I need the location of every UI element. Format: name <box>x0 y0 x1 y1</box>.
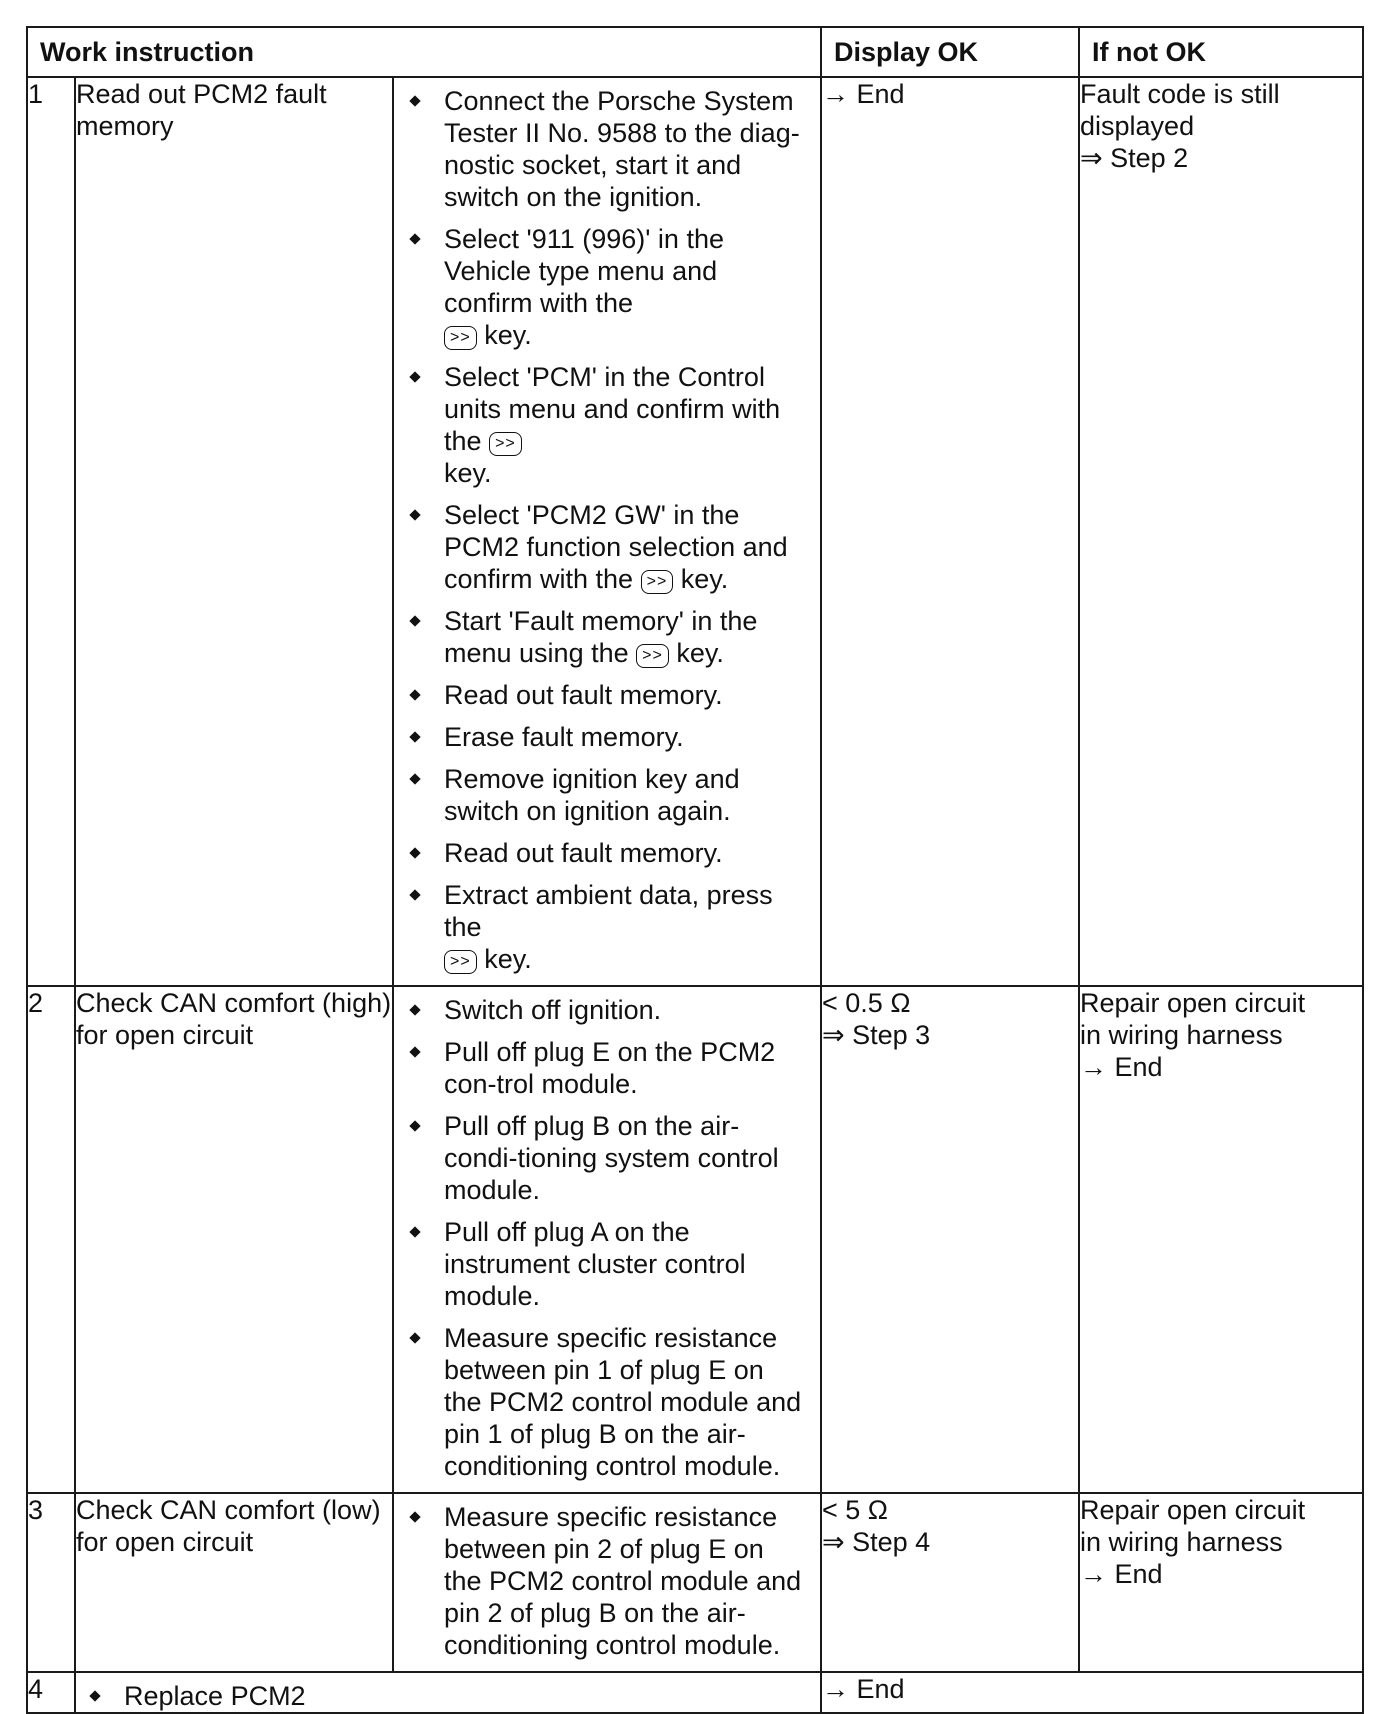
if-not-ok-text: Repair open circuit <box>1080 988 1306 1018</box>
if-not-ok-text: Repair open circuit <box>1080 1495 1306 1525</box>
step-title: Check CAN comfort (low) for open circuit <box>75 1493 393 1672</box>
if-not-ok-cell <box>1079 986 1363 1493</box>
bullet-icon <box>409 371 420 382</box>
header-if-not-ok: If not OK <box>1079 27 1363 77</box>
step-number: 3 <box>27 1493 75 1672</box>
key-button-icon: >> <box>444 950 477 974</box>
list-item: Pull off plug A on the instrument cluster control module. <box>408 1216 808 1312</box>
bullet-icon <box>409 1332 420 1343</box>
step-number: 4 <box>27 1672 75 1713</box>
bullet-icon <box>409 773 420 784</box>
key-button-icon: >> <box>636 644 669 668</box>
list-item: Switch off ignition. <box>408 994 808 1026</box>
bullet-icon <box>89 1690 100 1701</box>
bullet-icon <box>409 233 420 244</box>
key-button-icon: >> <box>641 570 674 594</box>
step-actions <box>393 986 821 1493</box>
bullet-icon <box>409 1511 420 1522</box>
key-button-icon: >> <box>444 326 477 350</box>
work-instruction-table <box>26 26 1364 1714</box>
bullet-icon <box>409 1120 420 1131</box>
header-row <box>27 27 1363 77</box>
display-ok-text: < 5 Ω <box>822 1495 888 1525</box>
list-item: Pull off plug B on the air-condi-tioning system control module. <box>408 1110 808 1206</box>
if-not-ok-text: → End <box>1080 1559 1163 1589</box>
list-item: Select 'PCM' in the Control units menu and confirm with the >> key. <box>408 361 808 489</box>
step-actions <box>393 1493 821 1672</box>
list-item: Read out fault memory. <box>408 679 808 711</box>
list-item: Read out fault memory. <box>408 837 808 869</box>
display-ok-cell <box>821 986 1079 1493</box>
step-number: 2 <box>27 986 75 1493</box>
display-ok-text: < 0.5 Ω <box>822 988 911 1018</box>
step-actions <box>75 1672 821 1713</box>
list-item: Select 'PCM2 GW' in the PCM2 function selection and confirm with the >> key. <box>408 499 808 595</box>
key-button-icon: >> <box>489 432 522 456</box>
table-row <box>27 77 1363 986</box>
if-not-ok-text: Fault code is still <box>1080 79 1280 109</box>
display-ok-text: → End <box>822 1674 905 1704</box>
display-ok-cell <box>821 1493 1079 1672</box>
step-actions <box>393 77 821 986</box>
list-item: Measure specific resistance between pin 2 of plug E on the PCM2 control module and pin 2 of plug B on the air-conditioning control module. <box>408 1501 808 1661</box>
list-item: Erase fault memory. <box>408 721 808 753</box>
bullet-icon <box>409 509 420 520</box>
display-ok-cell <box>821 1672 1363 1713</box>
bullet-icon <box>409 615 420 626</box>
step-title: Check CAN comfort (high) for open circuit <box>75 986 393 1493</box>
if-not-ok-text: displayed <box>1080 111 1195 141</box>
list-item: Connect the Porsche System Tester II No. 9588 to the diag-nostic socket, start it and switch on the ignition. <box>408 85 808 213</box>
bullet-icon <box>409 1004 420 1015</box>
if-not-ok-cell <box>1079 77 1363 986</box>
list-item: Replace PCM2 <box>88 1680 808 1712</box>
table-row <box>27 986 1363 1493</box>
display-ok-text: ⇒ Step 4 <box>822 1527 931 1557</box>
display-ok-cell <box>821 77 1079 986</box>
bullet-icon <box>409 889 420 900</box>
list-item: Select '911 (996)' in the Vehicle type menu and confirm with the >> key. <box>408 223 808 351</box>
step-title: Read out PCM2 fault memory <box>75 77 393 986</box>
list-item: Remove ignition key and switch on ignition again. <box>408 763 808 827</box>
list-item: Measure specific resistance between pin 1 of plug E on the PCM2 control module and pin 1 of plug B on the air-conditioning control module. <box>408 1322 808 1482</box>
step-number: 1 <box>27 77 75 986</box>
list-item: Start 'Fault memory' in the menu using the >> key. <box>408 605 808 669</box>
display-ok-text: → End <box>822 79 905 109</box>
bullet-icon <box>409 847 420 858</box>
if-not-ok-text: in wiring harness <box>1080 1527 1283 1557</box>
if-not-ok-text: ⇒ Step 2 <box>1080 143 1189 173</box>
bullet-icon <box>409 1226 420 1237</box>
if-not-ok-text: in wiring harness <box>1080 1020 1283 1050</box>
bullet-icon <box>409 1046 420 1057</box>
bullet-icon <box>409 731 420 742</box>
header-display-ok: Display OK <box>821 27 1079 77</box>
if-not-ok-cell <box>1079 1493 1363 1672</box>
display-ok-text: ⇒ Step 3 <box>822 1020 931 1050</box>
table-row <box>27 1672 1363 1713</box>
bullet-icon <box>409 95 420 106</box>
bullet-icon <box>409 689 420 700</box>
list-item: Pull off plug E on the PCM2 con-trol module. <box>408 1036 808 1100</box>
table-row <box>27 1493 1363 1672</box>
if-not-ok-text: → End <box>1080 1052 1163 1082</box>
list-item: Extract ambient data, press the >> key. <box>408 879 808 975</box>
header-work-instruction: Work instruction <box>27 27 821 77</box>
